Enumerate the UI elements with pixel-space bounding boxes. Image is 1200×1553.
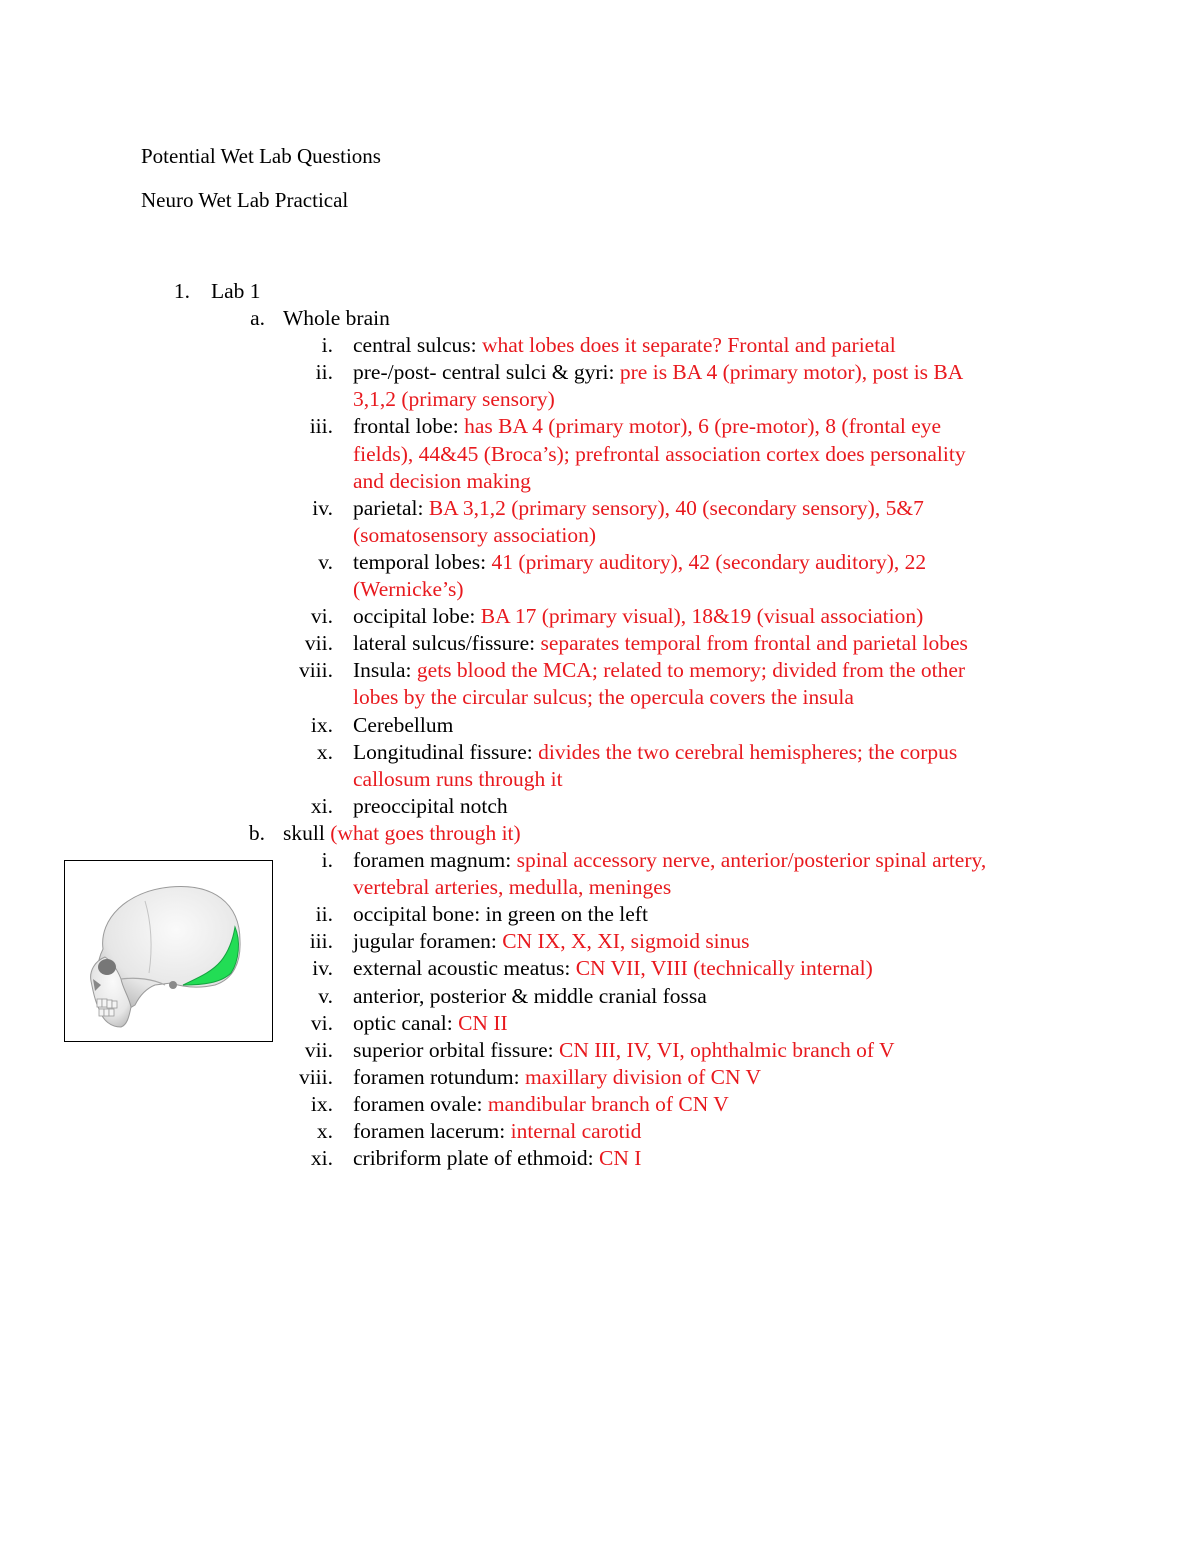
orbit-shape (98, 959, 116, 975)
page-subtitle: Neuro Wet Lab Practical (141, 188, 349, 212)
list-item-answer: gets blood the MCA; related to memory; divided from the other (416, 658, 966, 683)
list-item (353, 495, 924, 520)
list-item-answer-continued: (somatosensory association) (353, 522, 597, 547)
list-item-answer-continued: and decision making (353, 468, 531, 493)
list-item-number: vi. (310, 1010, 333, 1035)
list-item-term: cribriform plate of ethmoid: (353, 1146, 599, 1171)
list-item (353, 1091, 729, 1116)
list-item-term: occipital bone: in green on the left (353, 902, 648, 927)
section-heading (283, 308, 390, 330)
list-item (353, 958, 873, 980)
list-item-answer: what lobes does it separate? Frontal and parietal (481, 333, 896, 358)
section-heading-label: Whole brain (283, 306, 390, 330)
list-item-number: iii. (309, 414, 333, 439)
list-item (353, 793, 508, 818)
list-item-answer: pre is BA 4 (primary motor), post is BA (619, 360, 964, 385)
list-item (353, 549, 927, 574)
list-item-number: vii. (304, 1037, 333, 1062)
list-item-term: foramen rotundum: (353, 1064, 525, 1089)
list-item-term: Cerebellum (353, 712, 454, 737)
list-item-answer: BA 17 (primary visual), 18&19 (visual association) (480, 604, 924, 629)
list-item (353, 850, 986, 872)
skull-illustration (65, 861, 273, 1042)
list-number: 1. (173, 279, 190, 303)
list-item-number: i. (321, 848, 333, 872)
list-item-answer: CN III, IV, VI, ophthalmic branch of V (559, 1037, 895, 1062)
list-item-number: iv. (312, 956, 333, 981)
list-item-term: pre-/post- central sulci & gyri: (353, 360, 620, 385)
list-item (353, 1064, 762, 1089)
list-item-term: Longitudinal fissure: (353, 739, 539, 764)
list-item-number: ii. (315, 360, 333, 385)
skull-image (64, 860, 273, 1042)
list-item-answer-continued: 3,1,2 (primary sensory) (353, 387, 555, 412)
list-item-term: frontal lobe: (353, 414, 465, 439)
list-item (353, 931, 750, 953)
list-item-term: foramen lacerum: (353, 1119, 511, 1143)
list-item (353, 416, 941, 438)
list-item-number: ii. (315, 902, 333, 927)
list-item-number: xi. (310, 793, 333, 818)
list-item (353, 1010, 508, 1035)
list-item (353, 606, 923, 628)
list-item-number: vii. (304, 631, 333, 656)
section-heading-label: skull (283, 820, 331, 845)
list-item-term: temporal lobes: (353, 549, 492, 574)
list-item-number: ix. (310, 1091, 333, 1116)
list-item-term: parietal: (353, 495, 429, 520)
lab-heading: Lab 1 (211, 279, 261, 303)
list-item-number: iii. (309, 929, 333, 954)
list-item-answer-continued: callosum runs through it (353, 766, 563, 791)
list-item-answer: CN I (598, 1146, 642, 1171)
list-item-number: v. (318, 983, 333, 1008)
list-item-number: vi. (310, 604, 333, 629)
section-heading-note: (what goes through it) (330, 820, 521, 845)
list-item (353, 739, 958, 764)
list-item-answer-continued: vertebral arteries, medulla, meninges (353, 875, 672, 900)
section-letter: b. (248, 820, 265, 845)
list-item-answer: has BA 4 (primary motor), 6 (pre-motor), 8 (frontal eye (464, 414, 942, 439)
list-item-answer: BA 3,1,2 (primary sensory), 40 (secondary sensory), 5&7 (428, 495, 924, 520)
list-item-term: occipital lobe: (353, 604, 481, 629)
list-item-term: jugular foramen: (353, 929, 503, 954)
list-item-answer-continued: fields), 44&45 (Broca’s); prefrontal association cortex does personality (353, 441, 966, 466)
list-item (353, 1121, 641, 1143)
ear-canal-shape (169, 981, 177, 989)
list-item-term: optic canal: (353, 1010, 459, 1035)
list-item (353, 712, 454, 737)
list-item-answer: spinal accessory nerve, anterior/posterior spinal artery, (516, 848, 987, 872)
section-letter: a. (250, 306, 265, 330)
list-item-answer: 41 (primary auditory), 42 (secondary auditory), 22 (491, 549, 927, 574)
list-item-number: x. (316, 739, 333, 764)
list-item (353, 362, 963, 384)
list-item-number: viii. (298, 658, 333, 683)
list-item-answer: divides the two cerebral hemispheres; the corpus (538, 739, 958, 764)
list-item-term: superior orbital fissure: (353, 1037, 559, 1062)
list-item-term: central sulcus: (353, 333, 482, 358)
list-item-number: ix. (310, 712, 333, 737)
list-item-term: lateral sulcus/fissure: (353, 631, 541, 656)
list-item-answer-continued: (Wernicke’s) (353, 577, 464, 601)
list-item-answer: CN II (458, 1010, 508, 1035)
list-item-answer: CN IX, X, XI, sigmoid sinus (502, 929, 750, 954)
list-item (353, 660, 965, 682)
list-item (353, 904, 648, 926)
list-item-answer: maxillary division of CN V (524, 1064, 762, 1089)
list-item-term: preoccipital notch (353, 793, 508, 818)
page-title: Potential Wet Lab Questions (141, 144, 381, 168)
list-item-answer: mandibular branch of CN V (487, 1091, 729, 1116)
list-item-term: foramen ovale: (353, 1091, 488, 1116)
list-item-term: anterior, posterior & middle cranial fossa (353, 983, 707, 1008)
list-item-number: xi. (310, 1146, 333, 1171)
list-item-term: external acoustic meatus: (353, 956, 576, 981)
list-item-answer: internal carotid (510, 1119, 642, 1143)
list-item-number: viii. (298, 1064, 333, 1089)
list-item-term: Insula: (353, 658, 417, 683)
list-item (353, 983, 707, 1008)
list-item-term: foramen magnum: (353, 848, 517, 872)
list-item (353, 633, 968, 655)
list-item-answer-continued: lobes by the circular sulcus; the opercula covers the insula (353, 685, 854, 710)
list-item-answer: separates temporal from frontal and parietal lobes (540, 631, 968, 656)
section-heading (283, 820, 521, 845)
list-item-number: x. (316, 1119, 333, 1143)
list-item (353, 335, 896, 357)
list-item-number: iv. (312, 495, 333, 520)
list-item-number: i. (321, 333, 333, 358)
list-item-number: v. (318, 549, 333, 574)
list-item (353, 1037, 895, 1062)
list-item-answer: CN VII, VIII (technically internal) (575, 956, 873, 981)
list-item (353, 1148, 641, 1170)
